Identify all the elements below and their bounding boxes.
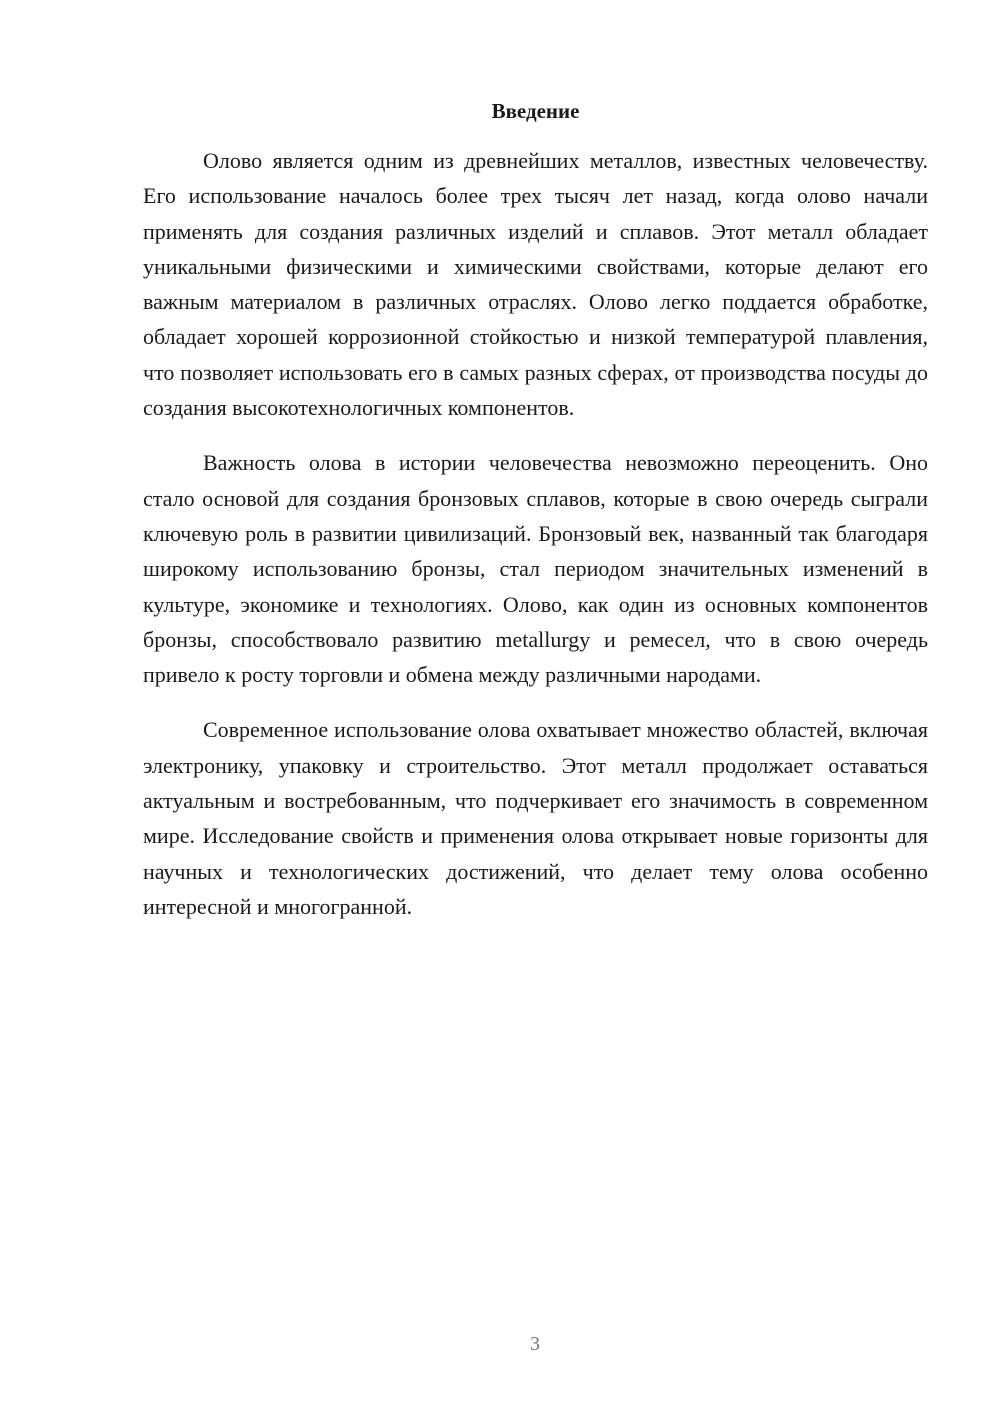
page-title: Введение	[491, 99, 580, 123]
page-number: 3	[530, 1333, 540, 1355]
body-text	[143, 143, 928, 944]
paragraph-1: Олово является одним из древнейших металлов, известных человечеству. Его использование началось более трех тысяч лет назад, когда олово начали применять для создания различных изделий и сплавов. Этот металл обладает уникальными физическими и химическими свойствами, которые делают его важным материалом в различных отраслях. Олово легко поддается обработке, обладает хорошей коррозионной стойкостью и низкой температурой плавления, что позволяет использовать его в самых разных сферах, от производства посуды до создания высокотехнологичных компонентов.	[143, 148, 928, 421]
paragraph-3: Современное использование олова охватывает множество областей, включая электронику, упаковку и строительство. Этот металл продолжает оставаться актуальным и востребованным, что подчеркивает его значимость в современном мире. Исследование свойств и применения олова открывает новые горизонты для научных и технологических достижений, что делает тему олова особенно интересной и многогранной.	[143, 717, 928, 919]
paragraph-2: Важность олова в истории человечества невозможно переоценить. Оно стало основой для создания бронзовых сплавов, которые в свою очередь сыграли ключевую роль в развитии цивилизаций. Бронзовый век, названный так благодаря широкому использованию бронзы, стал периодом значительных изменений в культуре, экономике и технологиях. Олово, как один из основных компонентов бронзы, способствовало развитию metallurgy и ремесел, что в свою очередь привело к росту торговли и обмена между различными народами.	[143, 450, 928, 688]
